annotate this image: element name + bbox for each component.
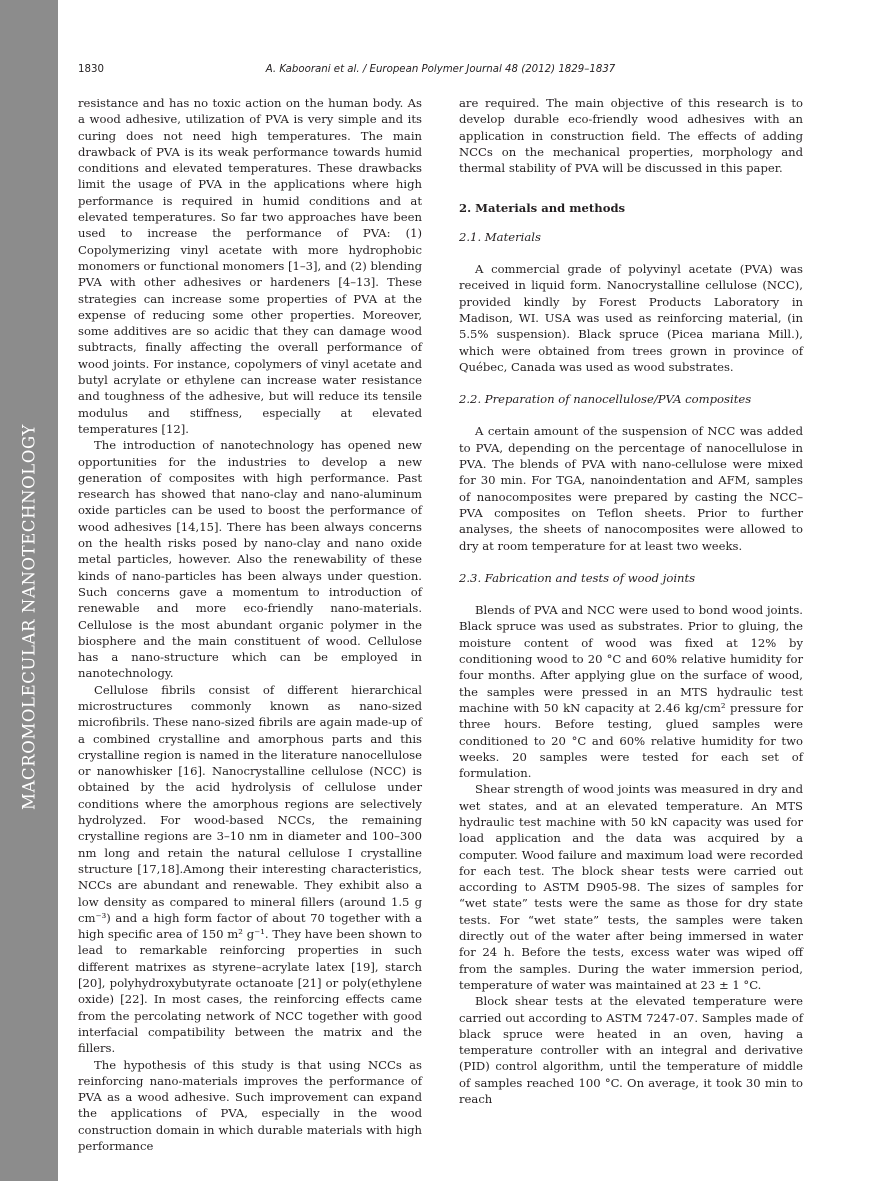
sidebar-section-label: MACROMOLECULAR NANOTECHNOLOGY bbox=[19, 424, 39, 810]
subsection-heading: 2.3. Fabrication and tests of wood joints bbox=[459, 570, 696, 585]
paragraph: Shear strength of wood joints was measured in dry and wet states, and at an elevated temperature. An MTS hydraulic test machine with 50 kN capacity was used for load application and the data was acquired by a computer. Wood failure and maximum load were recorded for each test. The block shear tests were carried out according to ASTM D905-98. The sizes of samples for “wet state” tests were the same as those for dry state tests. For “wet state” tests, the samples were taken directly out of the water after being immersed in water for 24 h. Before the tests, excess water was wiped off from the samples. During the water immersion period, temperature of water was maintained at 23 ± 1 °C. bbox=[459, 782, 803, 992]
paragraph: Cellulose fibrils consist of different hierarchical microstructures commonly known as nano-sized microfibrils. These nano-sized fibrils are again made-up of a combined crystalline and amorphous parts and this crystalline region is named in the literature nanocellulose or nanowhisker [16]. Nanocrystalline cellulose (NCC) is obtained by the acid hydrolysis of cellulose under conditions where the amorphous regions are selectively hydrolyzed. For wood-based NCCs, the remaining crystalline regions are 3–10 nm in diameter and 100–300 nm long and retain the natural cellulose I crystalline structure [17,18].Among their interesting characteristics, NCCs are abundant and renewable. They exhibit also a low density as compared to mineral fillers (around 1.5 g cm⁻³) and a high form factor of about 70 together with a high specific area of 150 m² g⁻¹. They have been shown to lead to remarkable reinforcing properties in such different matrixes as styrene–acrylate latex [19], starch [20], polyhydroxybutyrate octanoate [21] or poly(ethylene oxide) [22]. In most cases, the reinforcing effects came from the percolating network of NCC together with good interfacial compatibility between the matrix and the fillers. bbox=[78, 682, 422, 1056]
right-column bbox=[459, 95, 803, 1107]
left-column bbox=[78, 95, 422, 1154]
page-header bbox=[78, 64, 803, 80]
paragraph: A commercial grade of polyvinyl acetate (PVA) was received in liquid form. Nanocrystalline cellulose (NCC), provided kindly by Forest Products Laboratory in Madison, WI. USA was used as reinforcing material, (in 5.5% suspension). Black spruce (Picea mariana Mill.), which were obtained from trees grown in province of Québec, Canada was used as wood substrates. bbox=[459, 262, 803, 374]
sidebar-band bbox=[0, 0, 58, 1181]
section-heading: 2. Materials and methods bbox=[459, 201, 626, 216]
subsection-heading: 2.2. Preparation of nanocellulose/PVA composites bbox=[459, 392, 752, 407]
paragraph: A certain amount of the suspension of NCC was added to PVA, depending on the percentage of nanocellulose in PVA. The blends of PVA with nano-cellulose were mixed for 30 min. For TGA, nanoindentation and AFM, samples of nanocomposites were prepared by casting the NCC–PVA composites on Teflon sheets. Prior to further analyses, the sheets of nanocomposites were allowed to dry at room temperature for at least two weeks. bbox=[459, 424, 803, 553]
running-title: A. Kaboorani et al. / European Polymer Journal 48 (2012) 1829–1837 bbox=[265, 64, 616, 75]
page-number: 1830 bbox=[78, 64, 104, 75]
paragraph: The introduction of nanotechnology has opened new opportunities for the industries to develop a new generation of composites with high performance. Past research has showed that nano-clay and nano-aluminum oxide particles can be used to boost the performance of wood adhesives [14,15]. There has been always concerns on the health risks posed by nano-clay and nano oxide metal particles, however. Also the renewability of these kinds of nano-particles has been always under question. Such concerns gave a momentum to introduction of renewable and more eco-friendly nano-materials. Cellulose is the most abundant organic polymer in the biosphere and the main constituent of wood. Cellulose has a nano-structure which can be employed in nanotechnology. bbox=[78, 438, 422, 681]
subsection-heading: 2.1. Materials bbox=[459, 229, 541, 244]
paragraph: resistance and has no toxic action on the human body. As a wood adhesive, utilization of PVA is very simple and its curing does not need high temperatures. The main drawback of PVA is its weak performance towards humid conditions and elevated temperatures. These drawbacks limit the usage of PVA in the applications where high performance is required in humid conditions and at elevated temperatures. So far two approaches have been used to increase the performance of PVA: (1) Copolymerizing vinyl acetate with more hydrophobic monomers or functional monomers [1–3], and (2) blending PVA with other adhesives or hardeners [4–13]. These strategies can increase some properties of PVA at the expense of reducing some other properties. Moreover, some additives are so acidic that they can damage wood subtracts, finally affecting the overall performance of wood joints. For instance, copolymers of vinyl acetate and butyl acrylate or ethylene can increase water resistance and toughness of the adhesive, but will reduce its tensile modulus and stiffness, especially at elevated temperatures [12]. bbox=[78, 96, 422, 436]
paragraph: are required. The main objective of this research is to develop durable eco-friendly wood adhesives with an application in construction field. The effects of adding NCCs on the mechanical properties, morphology and thermal stability of PVA will be discussed in this paper. bbox=[459, 96, 803, 176]
paragraph: The hypothesis of this study is that using NCCs as reinforcing nano-materials improves the performance of PVA as a wood adhesive. Such improvement can expand the applications of PVA, especially in the wood construction domain in which durable materials with high performance bbox=[78, 1057, 422, 1153]
paragraph: Block shear tests at the elevated temperature were carried out according to ASTM 7247-07. Samples made of black spruce were heated in an oven, having a temperature controller with an integral and derivative (PID) control algorithm, until the temperature of middle of samples reached 100 °C. On average, it took 30 min to reach bbox=[459, 994, 803, 1107]
paragraph: Blends of PVA and NCC were used to bond wood joints. Black spruce was used as substrates. Prior to gluing, the moisture content of wood was fixed at 12% by conditioning wood to 20 °C and 60% relative humidity for four months. After applying glue on the surface of wood, the samples were pressed in an MTS hydraulic test machine with 50 kN capacity at 2.46 kg/cm² pressure for three hours. Before testing, glued samples were conditioned to 20 °C and 60% relative humidity for two weeks. 20 samples were tested for each set of formulation. bbox=[459, 603, 803, 781]
